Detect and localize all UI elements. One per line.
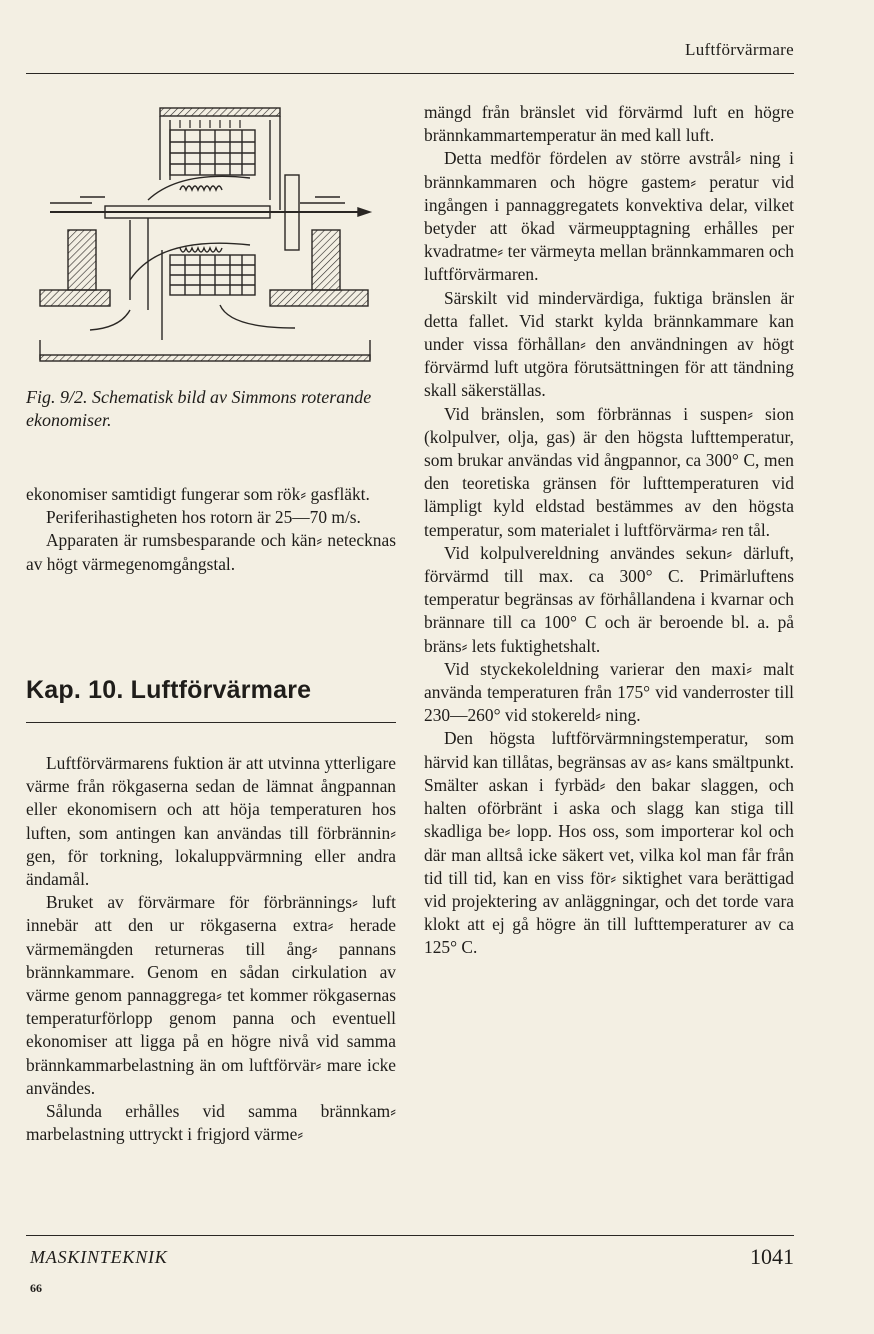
paragraph: Vid styckekoleldning varierar den maxi⸗ malt använda temperaturen från 175° vid vanderroster till 230—260° vid stokereld⸗ ning. (424, 658, 794, 726)
issue-number: 66 (30, 1281, 42, 1295)
right-column (424, 101, 794, 960)
paragraph: Luftförvärmarens fuktion är att utvinna ytterligare värme från rökgaserna sedan de lämnat ångpannan eller ekonomisern och att höja temperaturen hos luften, som antingen kan användas till förbrännin⸗ gen, för torkning, lokaluppvärmning eller andra ändamål. (26, 753, 396, 890)
paragraph: Vid kolpulvereldning användes sekun⸗ därluft, förvärmd till max. ca 300° C. Primärluftens temperatur begränsas av förhållandena i kvarnar och brännare till ca 100° C och är beroende bl. a. på bräns⸗ lets fuktighetshalt. (424, 542, 794, 656)
chapter-heading: Kap. 10. Luftförvärmare (26, 676, 312, 704)
page-number: 1041 (750, 1244, 794, 1269)
left-column-bottom (26, 752, 396, 1146)
paragraph: Bruket av förvärmare för förbrännings⸗ luft innebär att den ur rökgaserna extra⸗ herade värmemängden returneras till ång⸗ pannans brännkammare. Genom en sådan cirkulation av värme genom pannaggrega⸗ tet kommer rökgasernas temperaturförlopp genom panna och eventuell ekonomiser att ligga på en högre nivå vid samma brännkammarbelastning än om luftförvär⸗ mare icke användes. (26, 892, 396, 1098)
paragraph: Sålunda erhålles vid samma brännkam⸗ marbelastning uttryckt i frigjord värme⸗ (26, 1101, 396, 1145)
paragraph: Den högsta luftförvärmningstemperatur, som härvid kan tillåtas, begränsas av as⸗ kans smältpunkt. Smälter askan i fyrbäd⸗ den bakar slaggen, och halten oförbränt i aska och slagg kan stiga till skadliga be⸗ lopp. Hos oss, som importerar kol och där man alltså icke säkert vet, vilka kol man får från tid till tid, kan en viss för⸗ siktighet vara berättigad vid projektering av anläggningar, och det torde vara klokt att ej gå högre än till lufttemperaturer av ca 125° C. (424, 728, 794, 958)
header-rule (26, 73, 794, 74)
paragraph: Periferihastigheten hos rotorn är 25—70 m/s. (46, 507, 361, 528)
paragraph: ekonomiser samtidigt fungerar som rök⸗ gasfläkt. (26, 484, 370, 504)
paragraph: mängd från bränslet vid förvärmd luft en högre brännkammartemperatur än med kall luft. (424, 102, 794, 146)
journal-title: MASKINTEKNIK (30, 1247, 168, 1267)
economiser-schematic-figure (30, 100, 375, 370)
paragraph: Apparaten är rumsbesparande och kän⸗ netecknas av högt värmegenomgångstal. (26, 530, 396, 574)
paragraph: Vid bränslen, som förbrännas i suspen⸗ sion (kolpulver, olja, gas) är den högsta lufttemperatur, som brukar användas vid ångpannor, ca 300° C, men den teoretiska gränsen för lufttemperaturen vid lämpligt kyld eldstad bestämmes av den högsta temperatur, som materialet i luftförvärma⸗ ren tål. (424, 403, 794, 540)
left-column-top (26, 483, 396, 576)
figure-caption: Fig. 9/2. Schematisk bild av Simmons roterande ekonomiser. (26, 387, 372, 430)
running-title: Luftförvärmare (685, 40, 794, 59)
paragraph: Detta medför fördelen av större avstrål⸗ ning i brännkammaren och högre gastem⸗ peratur vid ingången i pannaggregatets konvektiva delar, vilket betyder att ökad värmeupptagning erhålles per kvadratme⸗ ter värmeyta mellan brännkammaren och luftförvärmaren. (424, 148, 794, 285)
paragraph: Särskilt vid mindervärdiga, fuktiga bränslen är detta fallet. Vid starkt kylda brännkammare kan under vissa förhållan⸗ den användningen av högt förvärmd luft utgöra förutsättningen för att tändning skall säkerställas. (424, 287, 794, 401)
chapter-rule (26, 722, 396, 723)
footer-rule (26, 1235, 794, 1236)
